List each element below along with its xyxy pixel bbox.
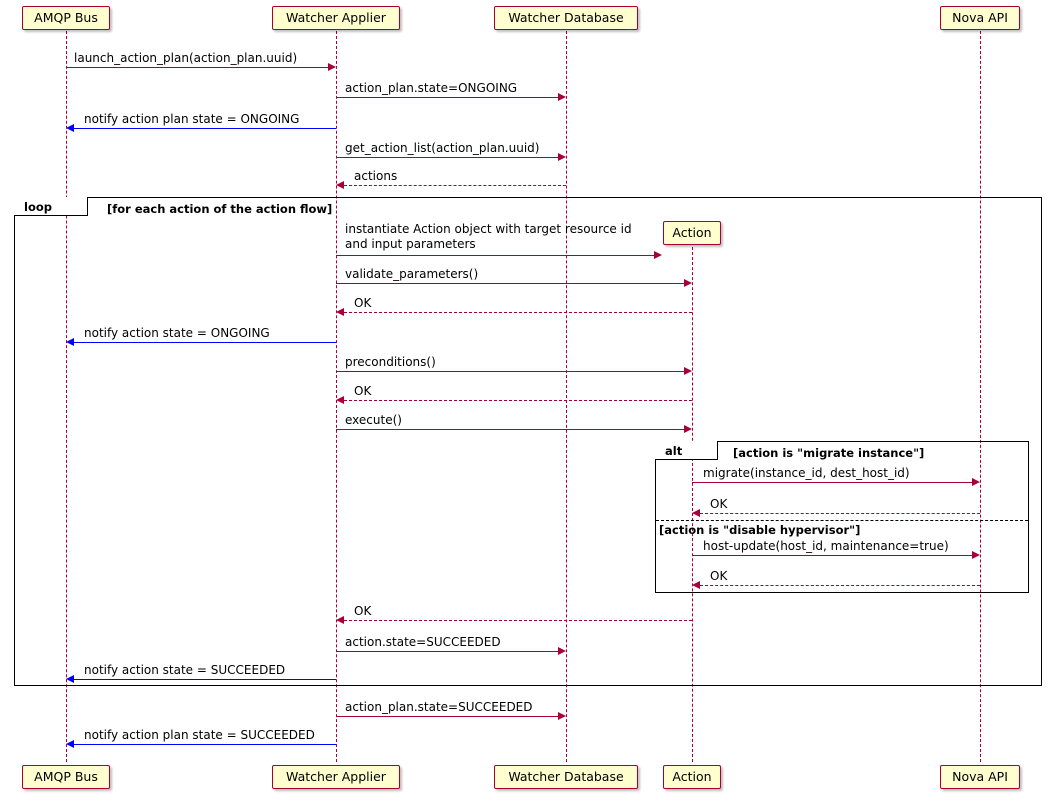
arrowhead-left [66, 675, 74, 683]
message-arrow-instantiate-action [336, 255, 654, 256]
arrowhead-right [654, 251, 662, 259]
participant-database-top[interactable]: Watcher Database [494, 6, 638, 30]
message-label-notify-plan-succeeded: notify action plan state = SUCCEEDED [84, 728, 315, 742]
alt-else-condition-label: [action is "disable hypervisor"] [659, 523, 861, 537]
arrowhead-left [692, 509, 700, 517]
message-arrow-notify-action-ongoing [74, 342, 336, 343]
participant-nova-bottom[interactable]: Nova API [940, 765, 1020, 789]
message-arrow-validate-parameters [336, 283, 684, 284]
alt-operator-label: alt [665, 444, 683, 458]
message-arrow-plan-state-succeeded [336, 716, 558, 717]
message-label-ok-host-update: OK [710, 569, 728, 583]
arrowhead-right [558, 93, 566, 101]
message-arrow-notify-plan-ongoing [74, 128, 336, 129]
message-label-instantiate-action-2: and input parameters [345, 237, 476, 251]
message-arrow-preconditions [336, 371, 684, 372]
arrowhead-left [692, 581, 700, 589]
message-arrow-execute [336, 429, 684, 430]
participant-action-created[interactable]: Action [663, 221, 721, 245]
arrowhead-left [336, 616, 344, 624]
message-label-preconditions: preconditions() [345, 355, 436, 369]
arrowhead-left [336, 181, 344, 189]
message-label-notify-action-ongoing: notify action state = ONGOING [84, 326, 270, 340]
message-arrow-migrate [692, 482, 972, 483]
arrowhead-right [972, 551, 980, 559]
arrowhead-right [972, 478, 980, 486]
message-label-ok-preconditions: OK [354, 384, 372, 398]
message-label-ok-validate: OK [354, 296, 372, 310]
participant-amqp-bottom[interactable]: AMQP Bus [22, 765, 110, 789]
message-arrow-action-plan-state-ongoing [336, 97, 558, 98]
arrowhead-left [336, 308, 344, 316]
participant-applier-bottom[interactable]: Watcher Applier [272, 765, 400, 789]
arrowhead-right [684, 425, 692, 433]
participant-amqp-top[interactable]: AMQP Bus [22, 6, 110, 30]
arrowhead-left [336, 396, 344, 404]
message-label-action-plan-state-ongoing: action_plan.state=ONGOING [345, 81, 518, 95]
message-arrow-get-action-list [336, 157, 558, 158]
arrowhead-right [558, 647, 566, 655]
message-arrow-launch-action-plan [66, 67, 328, 68]
arrowhead-left [66, 740, 74, 748]
message-arrow-action-state-succeeded [336, 651, 558, 652]
participant-database-bottom[interactable]: Watcher Database [494, 765, 638, 789]
participant-applier-top[interactable]: Watcher Applier [272, 6, 400, 30]
loop-operator-label: loop [24, 200, 52, 214]
participant-nova-top[interactable]: Nova API [940, 6, 1020, 30]
alt-condition-label: [action is "migrate instance"] [733, 446, 925, 460]
message-arrow-ok-validate [344, 312, 692, 313]
participant-action-bottom[interactable]: Action [663, 765, 721, 789]
alt-else-divider [656, 520, 1028, 521]
message-label-instantiate-action-1: instantiate Action object with target resource id [345, 222, 632, 236]
message-arrow-ok-host-update [700, 585, 980, 586]
arrowhead-right [684, 367, 692, 375]
arrowhead-right [328, 63, 336, 71]
message-label-migrate: migrate(instance_id, dest_host_id) [703, 466, 910, 480]
message-label-ok-execute: OK [354, 604, 372, 618]
message-label-get-action-list: get_action_list(action_plan.uuid) [345, 141, 540, 155]
message-arrow-ok-execute [344, 620, 692, 621]
message-label-plan-state-succeeded: action_plan.state=SUCCEEDED [345, 700, 533, 714]
message-label-launch-action-plan: launch_action_plan(action_plan.uuid) [74, 51, 298, 65]
arrowhead-left [66, 124, 74, 132]
message-arrow-ok-preconditions [344, 400, 692, 401]
arrowhead-right [684, 279, 692, 287]
message-label-action-state-succeeded: action.state=SUCCEEDED [345, 635, 501, 649]
message-arrow-host-update [692, 555, 972, 556]
arrowhead-right [558, 712, 566, 720]
message-label-validate-parameters: validate_parameters() [345, 267, 479, 281]
message-arrow-notify-action-succeeded [74, 679, 336, 680]
message-label-notify-action-succeeded: notify action state = SUCCEEDED [84, 663, 286, 677]
arrowhead-left [66, 338, 74, 346]
message-label-actions: actions [354, 169, 398, 183]
message-arrow-actions [344, 185, 566, 186]
message-label-ok-migrate: OK [710, 497, 728, 511]
arrowhead-right [558, 153, 566, 161]
message-label-notify-plan-ongoing: notify action plan state = ONGOING [84, 112, 300, 126]
message-label-host-update: host-update(host_id, maintenance=true) [703, 539, 949, 553]
message-label-execute: execute() [345, 413, 402, 427]
message-arrow-ok-migrate [700, 513, 980, 514]
message-arrow-notify-plan-succeeded [74, 744, 336, 745]
loop-condition-label: [for each action of the action flow] [107, 202, 333, 216]
